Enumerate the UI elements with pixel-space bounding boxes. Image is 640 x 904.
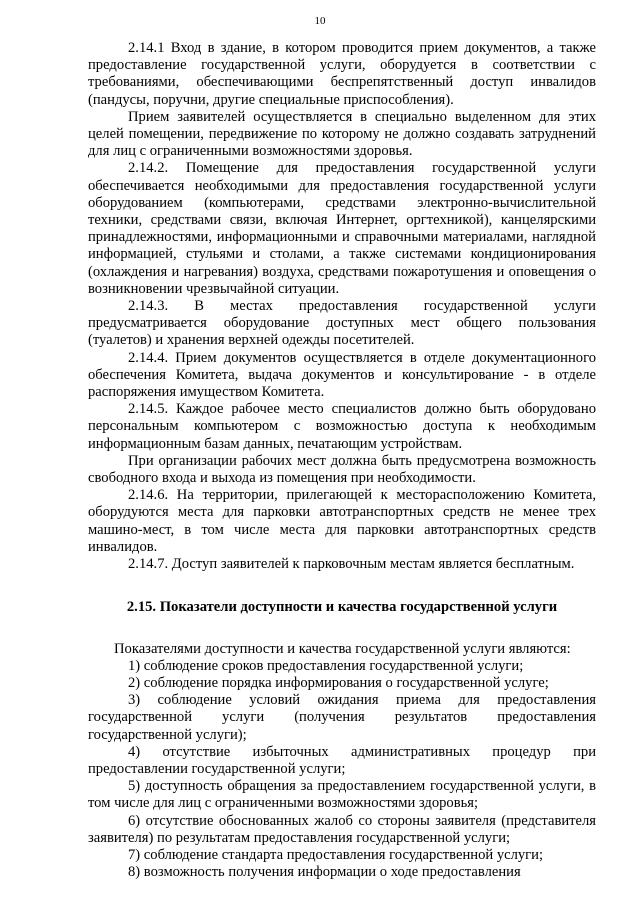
page-number: 10 <box>314 15 326 27</box>
list-item-6: 6) отсутствие обоснованных жалоб со стороны заявителя (представителя заявителя) по результатам предоставления государственной услуги; <box>88 812 596 846</box>
paragraph-2-14-2: 2.14.2. Помещение для предоставления государственной услуги обеспечивается необходимыми для предоставления государственной услуги оборудованием (компьютерами, средствами электронно-вычислительной техники, средствами связи, включая Интернет, оргтехникой), канцелярскими принадлежностями, информационными и справочными материалами, наглядной информацией, стульями и столами, а также системами кондиционирования (охлаждения и нагревания) воздуха, средствами пожаротушения и оповещения о возникновении чрезвычайной ситуации. <box>88 160 596 297</box>
list-item-8: 8) возможность получения информации о ходе предоставления <box>128 864 521 881</box>
paragraph-indicators-intro: Показателями доступности и качества государственной услуги являются: <box>114 640 571 657</box>
list-item-5: 5) доступность обращения за предоставлением государственной услуги, в том числе для лиц с ограниченными возможностями здоровья; <box>88 778 596 812</box>
paragraph-2-14-4: 2.14.4. Прием документов осуществляется в отделе документационного обеспечения Комитета, выдача документов и консультирование - в отделе распоряжения имуществом Комитета. <box>88 349 596 401</box>
paragraph-2-14-1: 2.14.1 Вход в здание, в котором проводится прием документов, а также предоставление государственной услуги, оборудуется в соответствии с требованиями, обеспечивающими беспрепятственный доступ инвалидов (пандусы, поручни, другие специальные приспособления). <box>88 40 596 108</box>
list-item-3: 3) соблюдение условий ожидания приема для предоставления государственной услуги (получения результатов предоставления государственной услуги); <box>88 692 596 743</box>
paragraph-2-14-5: 2.14.5. Каждое рабочее место специалистов должно быть оборудовано персональным компьютером с возможностью доступа к необходимым информационным базам данных, печатающим устройствам. <box>88 401 596 452</box>
document-body <box>88 40 596 881</box>
list-item-2: 2) соблюдение порядка информирования о государственной услуге; <box>128 674 549 691</box>
paragraph-2-14-3: 2.14.3. В местах предоставления государственной услуги предусматривается оборудование доступных мест общего пользования (туалетов) и хранения верхней одежды посетителей. <box>88 298 596 349</box>
paragraph-2-14-6: 2.14.6. На территории, прилегающей к месторасположению Комитета, оборудуются места для парковки автотранспортных средств не менее трех машино-мест, в том числе места для парковки автотранспортных средств инвалидов. <box>88 487 596 555</box>
paragraph-workplaces: При организации рабочих мест должна быть предусмотрена возможность свободного входа и выхода из помещения при необходимости. <box>88 452 596 487</box>
list-item-1: 1) соблюдение сроков предоставления государственной услуги; <box>128 657 524 674</box>
paragraph-reception-room: Прием заявителей осуществляется в специально выделенном для этих целей помещении, передвижение по которому не должно создавать затруднений для лиц с ограниченными возможностями здоровья. <box>88 108 596 160</box>
section-heading-2-15: 2.15. Показатели доступности и качества государственной услуги <box>126 599 558 616</box>
list-item-4: 4) отсутствие избыточных административных процедур при предоставлении государственной услуги; <box>88 743 596 777</box>
list-item-7: 7) соблюдение стандарта предоставления государственной услуги; <box>128 846 544 863</box>
paragraph-2-14-7: 2.14.7. Доступ заявителей к парковочным местам является бесплатным. <box>128 556 575 573</box>
